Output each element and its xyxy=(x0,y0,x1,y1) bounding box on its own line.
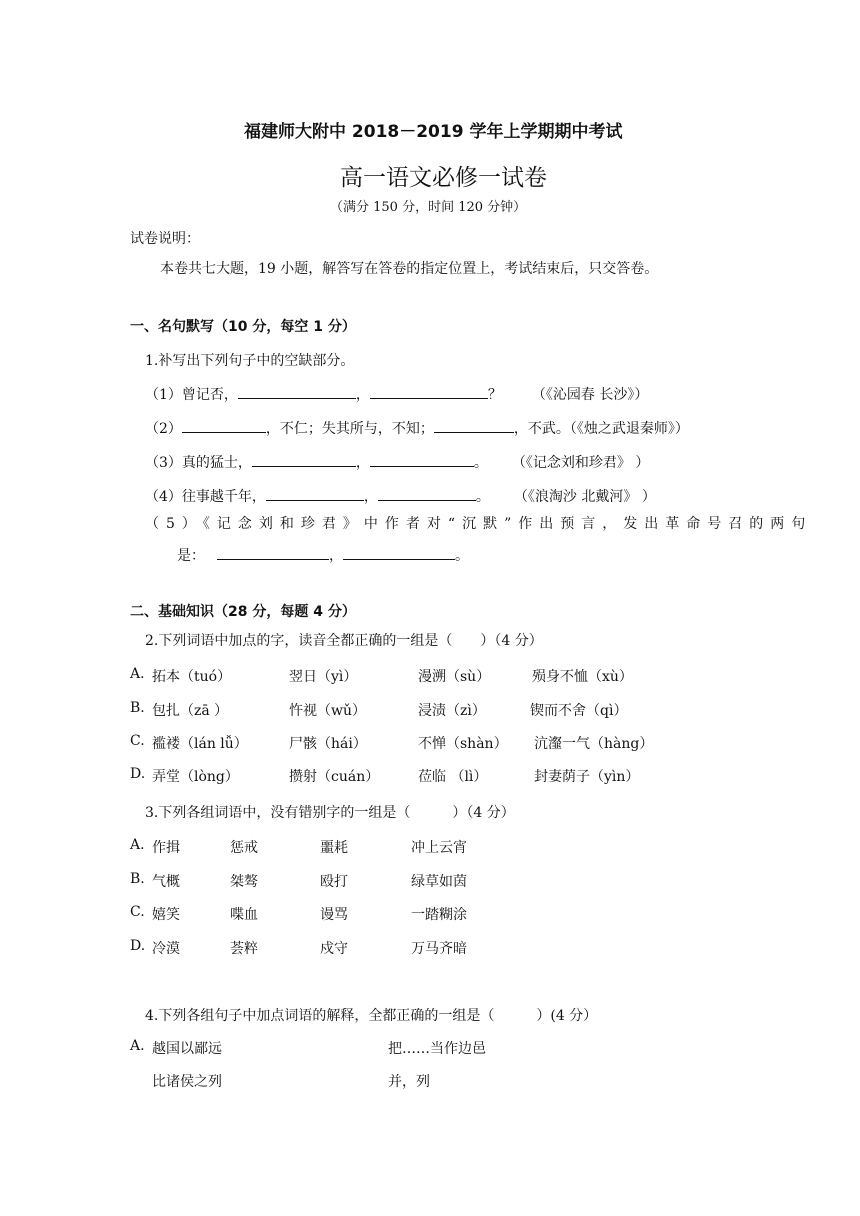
exam-info: （满分 150 分，时间 120 分钟） xyxy=(330,200,527,215)
option-sentence: 比诸侯之列 xyxy=(152,1074,222,1090)
q3-stem: 3.下列各组词语中，没有错别字的一组是（ ）（4 分） xyxy=(145,805,515,821)
option-word: 弄堂（lòng） xyxy=(152,769,239,785)
option-word: 浸渍（zì） xyxy=(418,703,486,719)
item-number: （4） xyxy=(145,489,182,505)
option-word: 气概 xyxy=(152,874,180,890)
item-post: ？ xyxy=(487,387,502,403)
answer-blank[interactable] xyxy=(266,486,364,501)
q2-stem: 2.下列词语中加点的字，读音全都正确的一组是（ ）（4 分） xyxy=(145,633,543,649)
option-word: 绿草如茵 xyxy=(411,874,467,890)
option-word: 桀骜 xyxy=(230,874,258,890)
item-post: 。 xyxy=(455,548,469,564)
option-label: C. xyxy=(130,904,145,920)
option-word: 沆瀣一气（hàng） xyxy=(534,736,654,752)
item-prefix: 曾记否， xyxy=(181,387,238,403)
option-word: 包扎（zā ） xyxy=(152,703,229,719)
item-number: （1） xyxy=(145,387,182,403)
option-label: B. xyxy=(130,700,145,716)
option-label: A. xyxy=(130,837,145,853)
item-prefix: 真的猛士， xyxy=(181,455,252,471)
option-word: 莅临 （lì） xyxy=(418,769,488,785)
item-number: （2） xyxy=(145,421,182,437)
option-word: 噩耗 xyxy=(320,840,348,856)
option-word: 一踏糊涂 xyxy=(411,907,467,923)
item-prefix: 往事越千年， xyxy=(181,489,266,505)
fill-item-5-line2 xyxy=(177,545,469,565)
item-source: 《记念刘和珍君》 ） xyxy=(525,455,650,471)
school-title: 福建师大附中 2018－2019 学年上学期期中考试 xyxy=(244,122,623,142)
option-word: 尸骸（hái） xyxy=(289,736,367,752)
answer-blank[interactable] xyxy=(182,418,266,433)
item-mid: ， xyxy=(355,455,370,471)
option-word: 冷漠 xyxy=(152,941,180,957)
item-prefix: 是： xyxy=(177,548,205,564)
fill-item-2 xyxy=(145,418,689,438)
item-mid: ， xyxy=(329,548,343,564)
option-word: 荟粹 xyxy=(230,941,258,957)
option-word: 不惮（shàn） xyxy=(418,736,508,752)
option-word: 万马齐暗 xyxy=(411,941,467,957)
option-label: B. xyxy=(130,871,145,887)
answer-blank[interactable] xyxy=(238,384,356,399)
option-word: 谩骂 xyxy=(320,907,348,923)
option-word: 喋血 xyxy=(230,907,258,923)
instructions-label: 试卷说明： xyxy=(130,231,200,247)
item-source: 《沁园春 长沙》） xyxy=(545,387,649,403)
option-word: 作揖 xyxy=(152,840,180,856)
q1-stem: 1.补写出下列句子中的空缺部分。 xyxy=(145,353,355,369)
option-sentence: 越国以鄙远 xyxy=(152,1041,222,1057)
option-meaning: 把……当作边邑 xyxy=(388,1041,486,1057)
option-word: 殴打 xyxy=(320,874,348,890)
answer-blank[interactable] xyxy=(217,545,329,560)
item-post: ，不武。（《烛之武退秦师》） xyxy=(513,421,689,437)
source-open: （ xyxy=(531,387,546,403)
exam-title: 高一语文必修一试卷 xyxy=(340,165,547,191)
answer-blank[interactable] xyxy=(252,452,356,467)
option-word: 冲上云宵 xyxy=(411,840,467,856)
instructions-text: 本卷共七大题，19 小题，解答写在答卷的指定位置上，考试结束后，只交答卷。 xyxy=(160,261,659,277)
option-label: A. xyxy=(130,666,145,682)
option-word: 攒射（cuán） xyxy=(289,769,380,785)
item-mid: ，不仁；失其所与，不知； xyxy=(265,421,434,437)
option-word: 翌日（yì） xyxy=(289,669,358,685)
option-label: D. xyxy=(130,766,146,782)
option-word: 褴褛（lán lǚ） xyxy=(152,736,248,752)
option-word: 封妻荫子（yìn） xyxy=(534,769,640,785)
item-source: 《浪淘沙 北戴河》 ） xyxy=(527,489,656,505)
source-open: （ xyxy=(513,489,528,505)
option-word: 拓本（tuó） xyxy=(152,669,232,685)
q4-stem: 4.下列各组句子中加点词语的解释，全都正确的一组是（ ）(4 分） xyxy=(145,1008,598,1024)
item-number: （3） xyxy=(145,455,182,471)
option-label: C. xyxy=(130,733,145,749)
option-word: 忤视（wǔ） xyxy=(289,703,366,719)
option-word: 锲而不舍（qì） xyxy=(530,703,628,719)
option-label: A. xyxy=(130,1038,145,1054)
option-meaning: 并，列 xyxy=(388,1074,430,1090)
fill-item-3 xyxy=(145,452,649,472)
source-open: （ xyxy=(511,455,526,471)
answer-blank[interactable] xyxy=(370,452,474,467)
answer-blank[interactable] xyxy=(378,486,476,501)
option-label: D. xyxy=(130,938,146,954)
section1-title: 一、名句默写（10 分，每空 1 分） xyxy=(130,319,356,335)
answer-blank[interactable] xyxy=(370,384,488,399)
item-mid: ， xyxy=(363,489,378,505)
answer-blank[interactable] xyxy=(434,418,514,433)
item-post: 。 xyxy=(475,489,490,505)
option-word: 漫溯（sù） xyxy=(418,669,491,685)
answer-blank[interactable] xyxy=(343,545,455,560)
item-mid: ， xyxy=(355,387,370,403)
option-word: 殒身不恤（xù） xyxy=(532,669,633,685)
section2-title: 二、基础知识（28 分，每题 4 分） xyxy=(130,604,356,620)
option-word: 嬉笑 xyxy=(152,907,180,923)
fill-item-1 xyxy=(145,384,648,404)
fill-item-5-line1: （5）《记念刘和珍君》中作者对“沉默”作出预言，发出革命号召的两句 xyxy=(145,516,813,532)
item-post: 。 xyxy=(473,455,488,471)
fill-item-4 xyxy=(145,486,656,506)
option-word: 戍守 xyxy=(320,941,348,957)
option-word: 惩戒 xyxy=(230,840,258,856)
